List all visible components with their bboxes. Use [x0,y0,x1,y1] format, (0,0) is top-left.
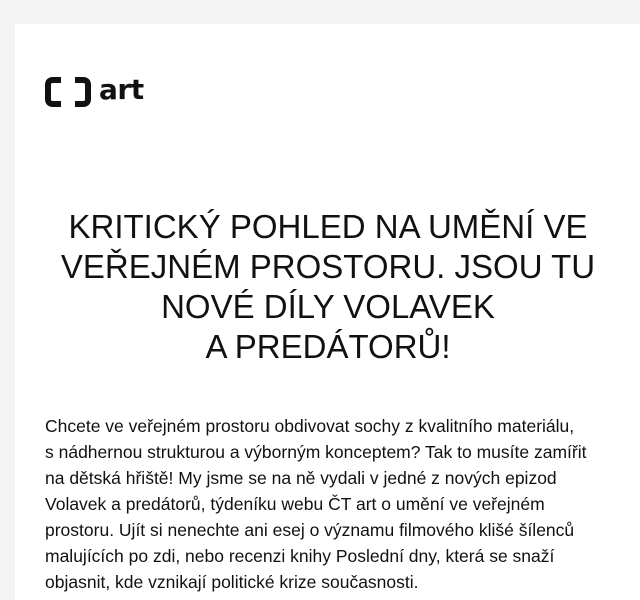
ct-art-logo[interactable] [45,73,144,108]
body-line: s nádhernou strukturou a výborným konceptem? Tak to musíte zamířit [45,442,587,462]
body-line: malujících po zdi, nebo recenzi knihy Poslední dny, která se snaží [45,546,555,566]
article-headline [33,207,623,367]
article-body [45,413,610,595]
body-line: prostoru. Ujít si nenechte ani esej o významu filmového klišé šílenců [45,520,575,540]
headline-line: A PREDÁTORŮ! [205,328,451,365]
body-line: Volavek a predátorů, týdeníku webu ČT art o umění ve veřejném [45,494,545,514]
newsletter-card [15,24,640,600]
headline-line: KRITICKÝ POHLED NA UMĚNÍ VE [68,208,588,245]
logo-text: art [99,73,144,106]
headline-line: NOVÉ DÍLY VOLAVEK [161,288,495,325]
ct-logo-icon [45,77,91,107]
headline-line: VEŘEJNÉM PROSTORU. JSOU TU [60,248,596,285]
body-line: objasnit, kde vznikají politické krize současnosti. [45,572,419,592]
body-line: Chcete ve veřejném prostoru obdivovat sochy z kvalitního materiálu, [45,416,575,436]
body-line: na dětská hřiště! My jsme se na ně vydali v jedné z nových epizod [45,468,557,488]
